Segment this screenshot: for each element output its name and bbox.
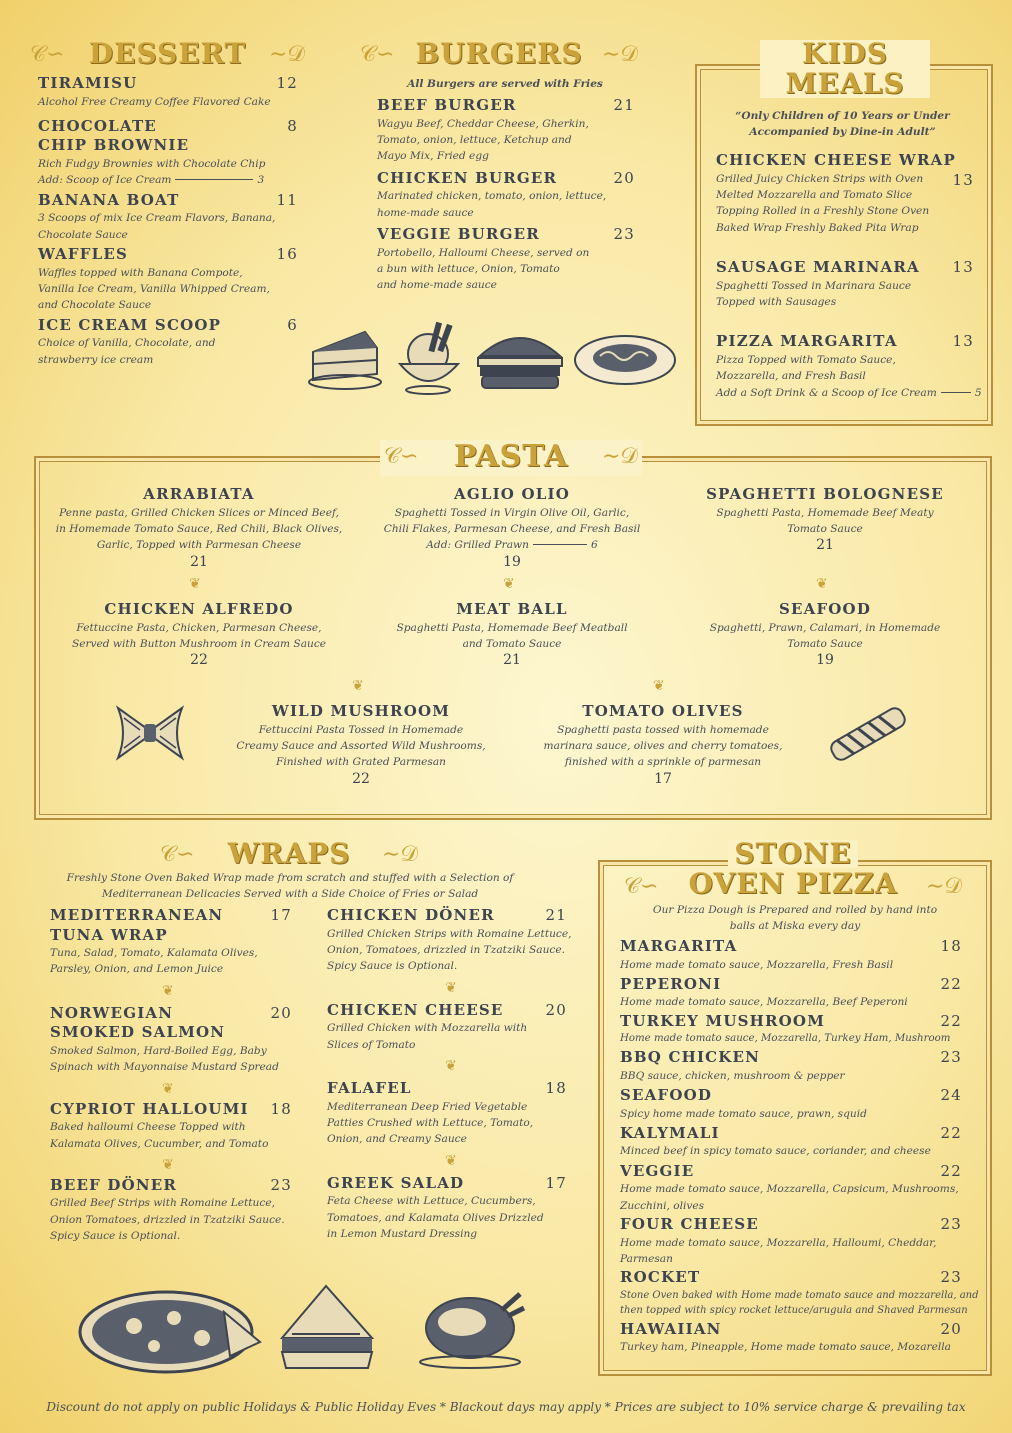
item-name: FOUR CHEESE: [620, 1215, 759, 1234]
heart-ornament-icon: ❦: [503, 576, 515, 592]
pasta-item: [360, 600, 664, 668]
item-name: BEEF DÖNER: [50, 1175, 178, 1194]
pasta-item: [360, 485, 664, 570]
item-desc: Home made tomato sauce, Mozzarella, Turkey Ham, Mushroom: [620, 1033, 951, 1045]
item-desc: Fettuccini Pasta Tossed in Homemade: [258, 723, 464, 736]
item-name: MARGARITA: [620, 937, 738, 955]
item-name: CHIP BROWNIE: [38, 136, 190, 155]
item-desc: Spaghetti Tossed in Marinara Sauce: [716, 279, 912, 292]
item-name: SMOKED SALMON: [50, 1023, 226, 1042]
item-desc: Marinated chicken, tomato, onion, lettuce,: [377, 190, 607, 203]
item-name: BBQ CHICKEN: [620, 1048, 761, 1067]
item-price: 20: [940, 1319, 962, 1338]
item-desc: Grilled Chicken with Mozzarella with: [327, 1022, 528, 1035]
item-desc: Tomatoes, and Kalamata Olives Drizzled: [327, 1211, 544, 1224]
item-name: CHICKEN BURGER: [377, 168, 558, 187]
item-name: ICE CREAM SCOOP: [38, 315, 222, 334]
item-desc: Waffles topped with Banana Compote,: [38, 266, 243, 279]
item-desc: Turkey ham, Pineapple, Home made tomato sauce, Mozarella: [620, 1341, 951, 1354]
item-desc: finished with a sprinkle of parmesan: [564, 756, 762, 769]
heart-ornament-icon: ❦: [445, 1152, 457, 1169]
item-name: TURKEY MUSHROOM: [620, 1011, 826, 1030]
item-name: SAUSAGE MARINARA: [716, 258, 920, 277]
menu-item: [38, 245, 298, 314]
pasta-item: [40, 485, 358, 570]
item-desc: Spicy Sauce is Optional.: [327, 960, 458, 973]
pasta-item: [40, 600, 358, 668]
item-name: NORWEGIAN: [50, 1003, 174, 1022]
item-desc: Chocolate Sauce: [38, 228, 128, 241]
item-name: CHICKEN ALFREDO: [104, 600, 294, 618]
item-price: 18: [545, 1079, 567, 1098]
item-price: 22: [352, 770, 370, 787]
item-price: 6: [287, 315, 298, 334]
kids-note: Accompanied by Dine-in Adult”: [749, 126, 936, 139]
menu-item: [620, 1162, 962, 1214]
item-desc: Choice of Vanilla, Chocolate, and: [38, 337, 216, 350]
item-name: WAFFLES: [38, 245, 129, 264]
item-price: 20: [545, 1000, 567, 1019]
menu-item: [38, 316, 298, 368]
item-desc: Mediterranean Deep Fried Vegetable: [327, 1100, 528, 1113]
item-desc: Garlic, Topped with Parmesan Cheese: [96, 539, 302, 552]
pizza-list: [620, 937, 979, 1356]
dessert-header: [30, 37, 305, 74]
heart-ornament-icon: ❦: [445, 979, 457, 996]
menu-item: [716, 151, 974, 236]
item-desc: Penne pasta, Grilled Chicken Slices or Minced Beef,: [59, 506, 339, 519]
item-desc: Topped with Sausages: [716, 296, 837, 309]
item-name: GREEK SALAD: [327, 1173, 465, 1192]
spaghetti-plate-illustration-icon: [572, 328, 678, 388]
item-price: 22: [940, 1123, 962, 1142]
menu-item: [50, 1004, 292, 1076]
item-name: HAWAIIAN: [620, 1319, 722, 1338]
item-price: 13: [952, 332, 974, 351]
item-price: 24: [940, 1086, 962, 1105]
item-name: TUNA WRAP: [50, 925, 168, 944]
item-desc: Spaghetti pasta tossed with homemade: [557, 723, 769, 736]
heart-ornament-icon: ❦: [162, 1080, 174, 1097]
pasta-item: [670, 600, 980, 668]
item-desc: Wagyu Beef, Cheddar Cheese, Gherkin,: [377, 117, 589, 130]
burger-illustration-icon: [474, 326, 566, 394]
item-desc: home-made sauce: [377, 206, 474, 219]
item-name: SEAFOOD: [778, 600, 872, 618]
item-desc: Onion Tomatoes, drizzled in Tzatziki Sauce.: [50, 1213, 285, 1226]
item-desc: in Lemon Mustard Dressing: [327, 1228, 478, 1241]
item-name: WILD MUSHROOM: [271, 702, 451, 720]
item-price: 21: [816, 537, 834, 554]
item-price: 8: [287, 116, 298, 135]
fusilli-pasta-icon: [822, 700, 914, 768]
heart-ornament-icon: ❦: [352, 678, 364, 694]
swirl-ornament-icon: ∼𝒟: [602, 444, 638, 469]
item-desc: Finished with Grated Parmesan: [276, 756, 446, 769]
item-price: 23: [940, 1048, 962, 1067]
item-desc: Fettuccine Pasta, Chicken, Parmesan Cheese,: [76, 621, 322, 634]
item-desc: Home made tomato sauce, Mozzarella, Halloumi, Cheddar,: [620, 1236, 937, 1249]
item-name: VEGGIE BURGER: [377, 225, 540, 244]
footer-disclaimer: Discount do not apply on public Holidays & Public Holiday Eves * Blackout days may apply * Prices are subject to 10% service charge & prevailing tax: [46, 1400, 966, 1414]
burgers-title: BURGERS: [415, 37, 583, 70]
item-addon: Add a Soft Drink & a Scoop of Ice Cream: [716, 386, 937, 399]
item-price: 19: [503, 553, 521, 570]
item-desc: in Homemade Tomato Sauce, Red Chili, Black Olives,: [55, 522, 343, 535]
item-name: TIRAMISU: [38, 74, 138, 92]
item-price: 22: [190, 652, 208, 669]
item-name: MEAT BALL: [456, 600, 568, 618]
kids-title-line2: MEALS: [785, 67, 905, 100]
item-desc: BBQ sauce, chicken, mushroom & pepper: [620, 1069, 845, 1082]
item-desc: Portobello, Halloumi Cheese, served on: [377, 246, 590, 259]
item-price: 13: [952, 258, 974, 277]
item-name: BANANA BOAT: [38, 190, 180, 209]
item-addon: Add: Grilled Prawn: [426, 539, 529, 552]
pasta-header: [380, 440, 642, 476]
item-name: SPAGHETTI BOLOGNESE: [706, 485, 944, 503]
menu-item: [716, 332, 982, 401]
swirl-ornament-icon: ∼𝒟: [269, 42, 305, 67]
item-price: 19: [816, 652, 834, 669]
item-price: 18: [270, 1099, 292, 1118]
item-price: 21: [190, 553, 208, 570]
item-price: 20: [613, 168, 635, 187]
item-price: 23: [940, 1215, 962, 1234]
item-name: SEAFOOD: [620, 1086, 713, 1105]
item-name: FALAFEL: [327, 1079, 412, 1098]
item-name: KALYMALI: [620, 1123, 720, 1142]
item-desc: Spicy Sauce is Optional.: [50, 1230, 181, 1243]
item-desc: Stone Oven baked with Home made tomato sauce and mozzarella, and: [620, 1289, 979, 1301]
menu-item: [620, 1215, 962, 1267]
item-desc: Parmesan: [620, 1253, 673, 1266]
item-price: 12: [276, 74, 298, 92]
menu-item: [620, 1124, 962, 1160]
addon-price: 6: [590, 539, 598, 552]
pasta-title: PASTA: [453, 439, 569, 474]
item-name: CHOCOLATE: [38, 116, 157, 135]
item-desc: Feta Cheese with Lettuce, Cucumbers,: [327, 1195, 536, 1208]
item-desc: Spicy home made tomato sauce, prawn, squid: [620, 1107, 867, 1120]
cake-illustration-icon: [305, 322, 385, 392]
menu-item: [50, 906, 292, 978]
pizza-note: balls at Miska every day: [729, 920, 861, 933]
menu-item: [716, 258, 974, 310]
item-desc: Tomato Sauce: [787, 522, 863, 535]
item-price: 21: [613, 96, 635, 114]
item-name: MEDITERRANEAN: [50, 906, 224, 924]
item-price: 22: [940, 1011, 962, 1030]
pizza-illustration-icon: [74, 1282, 264, 1378]
heart-ornament-icon: ❦: [653, 678, 665, 694]
menu-item: [50, 1176, 292, 1245]
item-desc: and Chocolate Sauce: [38, 299, 152, 312]
item-price: 17: [545, 1173, 567, 1192]
item-price: 23: [270, 1175, 292, 1194]
item-desc: Parsley, Onion, and Lemon Juice: [50, 963, 224, 976]
menu-item: [327, 1079, 567, 1148]
item-price: 16: [276, 245, 298, 264]
item-name: CHICKEN DÖNER: [327, 906, 495, 924]
item-desc: Minced beef in spicy tomato sauce, coriander, and cheese: [620, 1145, 931, 1158]
item-desc: Rich Fudgy Brownies with Chocolate Chip: [38, 157, 266, 170]
wraps-header: [160, 837, 418, 874]
item-desc: Home made tomato sauce, Mozzarella, Beef Peperoni: [620, 996, 908, 1009]
item-desc: Tomato, onion, lettuce, Ketchup and: [377, 133, 572, 146]
heart-ornament-icon: ❦: [816, 576, 828, 592]
burgers-list: [377, 96, 635, 294]
item-desc: Served with Button Mushroom in Cream Sauce: [71, 637, 327, 650]
kids-list: [716, 151, 982, 401]
item-desc: Home made tomato sauce, Mozzarella, Capsicum, Mushrooms,: [620, 1183, 959, 1196]
dessert-section: [30, 37, 305, 74]
item-name: CHICKEN CHEESE: [327, 1000, 504, 1019]
wraps-subtitle: Mediterranean Delicacies Served with a Side Choice of Fries or Salad: [101, 888, 479, 901]
burgers-subtitle: All Burgers are served with Fries: [407, 78, 603, 90]
item-name: PEPERONI: [620, 974, 722, 993]
swirl-ornament-icon: 𝒞∽: [30, 42, 65, 67]
item-price: 23: [940, 1268, 962, 1287]
menu-item: [50, 1100, 292, 1152]
item-desc: Zucchini, olives: [620, 1199, 705, 1212]
burgers-header: [360, 37, 638, 74]
menu-item: [620, 937, 962, 973]
dessert-list: [38, 74, 298, 368]
item-price: 23: [613, 225, 635, 244]
item-desc: Chili Flakes, Parmesan Cheese, and Fresh Basil: [383, 522, 641, 535]
item-desc: Smoked Salmon, Hard-Boiled Egg, Baby: [50, 1044, 267, 1057]
kids-header: [760, 37, 930, 100]
menu-item: [327, 906, 572, 975]
item-name: AGLIO OLIO: [454, 485, 570, 503]
menu-item: [620, 1012, 962, 1047]
item-desc: Melted Mozzarella and Tomato Slice: [716, 188, 913, 201]
item-desc: Home made tomato sauce, Mozzarella, Fresh Basil: [620, 958, 894, 971]
wraps-left-list: [50, 906, 292, 1245]
item-desc: Baked Wrap Freshly Baked Pita Wrap: [716, 221, 919, 234]
farfalle-pasta-icon: [112, 702, 188, 764]
pizza-title-line1: STONE: [728, 840, 857, 868]
item-desc: and Tomato Sauce: [462, 637, 562, 650]
menu-item: [38, 191, 298, 243]
item-addon: Add: Scoop of Ice Cream: [38, 174, 172, 187]
item-desc: Grilled Juicy Chicken Strips with Oven: [716, 172, 924, 185]
item-desc: Tuna, Salad, Tomato, Kalamata Olives,: [50, 947, 258, 959]
item-desc: Alcohol Free Creamy Coffee Flavored Cake: [38, 95, 271, 108]
item-name: CYPRIOT HALLOUMI: [50, 1099, 249, 1118]
sandwich-illustration-icon: [272, 1278, 382, 1378]
item-desc: Slices of Tomato: [327, 1038, 416, 1051]
swirl-ornament-icon: 𝒞∽: [160, 842, 195, 867]
item-desc: strawberry ice cream: [38, 353, 154, 366]
item-price: 20: [270, 1003, 292, 1022]
menu-item: [38, 74, 298, 110]
item-desc: Grilled Chicken Strips with Romaine Lettuce,: [327, 927, 572, 940]
item-desc: Spaghetti Pasta, Homemade Beef Meatball: [396, 621, 628, 634]
ice-cream-illustration-icon: [390, 318, 468, 396]
item-price: 13: [952, 170, 974, 189]
item-name: CHICKEN CHEESE WRAP: [716, 151, 956, 169]
item-desc: Vanilla Ice Cream, Vanilla Whipped Cream,: [38, 282, 270, 295]
menu-item: [620, 975, 962, 1011]
menu-item: [327, 1174, 567, 1243]
wraps-right-list: [327, 906, 572, 1242]
pasta-item: [670, 485, 980, 553]
item-desc: Baked halloumi Cheese Topped with: [50, 1121, 246, 1134]
item-name: PIZZA MARGARITA: [716, 332, 898, 351]
item-desc: Pizza Topped with Tomato Sauce,: [716, 353, 896, 366]
wraps-subtitle: Freshly Stone Oven Baked Wrap made from scratch and stuffed with a Selection of: [66, 872, 514, 884]
dessert-title: DESSERT: [88, 37, 247, 70]
item-desc: a bun with lettuce, Onion, Tomato: [377, 262, 560, 275]
menu-item: [327, 1001, 567, 1053]
item-price: 17: [654, 770, 672, 787]
wraps-title: WRAPS: [227, 837, 351, 870]
item-desc: marinara sauce, olives and cherry tomatoes,: [543, 739, 783, 752]
pizza-note: Our Pizza Dough is Prepared and rolled by hand into: [652, 904, 938, 916]
item-name: ROCKET: [620, 1268, 701, 1287]
item-desc: Kalamata Olives, Cucumber, and Tomato: [50, 1137, 269, 1150]
menu-item: [620, 1086, 962, 1122]
item-name: VEGGIE: [620, 1161, 695, 1180]
swirl-ornament-icon: ∼𝒟: [382, 842, 418, 867]
heart-ornament-icon: ❦: [189, 576, 201, 592]
heart-ornament-icon: ❦: [162, 982, 174, 999]
kids-note: “Only Children of 10 Years or Under: [735, 110, 950, 122]
item-price: 11: [276, 190, 298, 209]
addon-price: 3: [257, 174, 265, 187]
heart-ornament-icon: ❦: [162, 1156, 174, 1173]
item-desc: then topped with spicy rocket lettuce/arugula and Shaved Parmesan: [620, 1305, 968, 1317]
item-desc: Tomato Sauce: [787, 637, 863, 650]
item-desc: Onion, Tomatoes, drizzled in Tzatziki Sauce.: [327, 943, 566, 956]
item-desc: Spaghetti, Prawn, Calamari, in Homemade: [709, 621, 941, 634]
pasta-item: [210, 702, 512, 787]
menu-item: [377, 169, 635, 221]
item-price: 22: [940, 1161, 962, 1180]
addon-price: 5: [974, 386, 982, 399]
menu-item: [38, 117, 298, 189]
menu-item: [620, 1048, 962, 1084]
item-desc: Mozzarella, and Fresh Basil: [716, 370, 866, 383]
item-desc: Onion, and Creamy Sauce: [327, 1133, 467, 1146]
swirl-ornament-icon: ∼𝒟: [926, 874, 962, 899]
menu-item: [620, 1268, 979, 1319]
item-price: 18: [940, 937, 962, 955]
item-desc: Patties Crushed with Lettuce, Tomato,: [327, 1116, 534, 1129]
pizza-header: [620, 837, 966, 906]
pasta-item: [512, 702, 814, 787]
swirl-ornament-icon: 𝒞∽: [360, 42, 395, 67]
item-name: ARRABIATA: [143, 485, 255, 503]
item-desc: Topping Rolled in a Freshly Stone Oven: [716, 205, 930, 218]
swirl-ornament-icon: 𝒞∽: [624, 874, 659, 899]
roast-chicken-illustration-icon: [412, 1280, 528, 1370]
item-price: 21: [545, 906, 567, 924]
item-desc: Creamy Sauce and Assorted Wild Mushrooms,: [236, 739, 486, 752]
heart-ornament-icon: ❦: [445, 1058, 457, 1075]
pizza-title-line2: OVEN PIZZA: [688, 867, 898, 900]
item-desc: Spaghetti Pasta, Homemade Beef Meaty: [716, 506, 934, 519]
item-price: 22: [940, 974, 962, 993]
item-desc: Mayo Mix, Fried egg: [377, 150, 489, 163]
item-desc: Spaghetti Tossed in Virgin Olive Oil, Garlic,: [394, 506, 630, 519]
menu-item: [377, 96, 635, 165]
item-name: BEEF BURGER: [377, 96, 517, 114]
item-price: 17: [270, 906, 292, 924]
item-desc: 3 Scoops of mix Ice Cream Flavors, Banana,: [38, 212, 276, 225]
item-desc: Grilled Beef Strips with Romaine Lettuce,: [50, 1197, 275, 1210]
menu-item: [377, 225, 635, 294]
swirl-ornament-icon: ∼𝒟: [602, 42, 638, 67]
swirl-ornament-icon: 𝒞∽: [384, 444, 419, 469]
menu-item: [620, 1320, 962, 1356]
item-price: 21: [503, 652, 521, 669]
item-desc: Spinach with Mayonnaise Mustard Spread: [50, 1061, 279, 1074]
item-desc: and home-made sauce: [377, 279, 497, 292]
item-name: TOMATO OLIVES: [582, 702, 744, 720]
kids-title-line1: KIDS: [802, 37, 888, 70]
